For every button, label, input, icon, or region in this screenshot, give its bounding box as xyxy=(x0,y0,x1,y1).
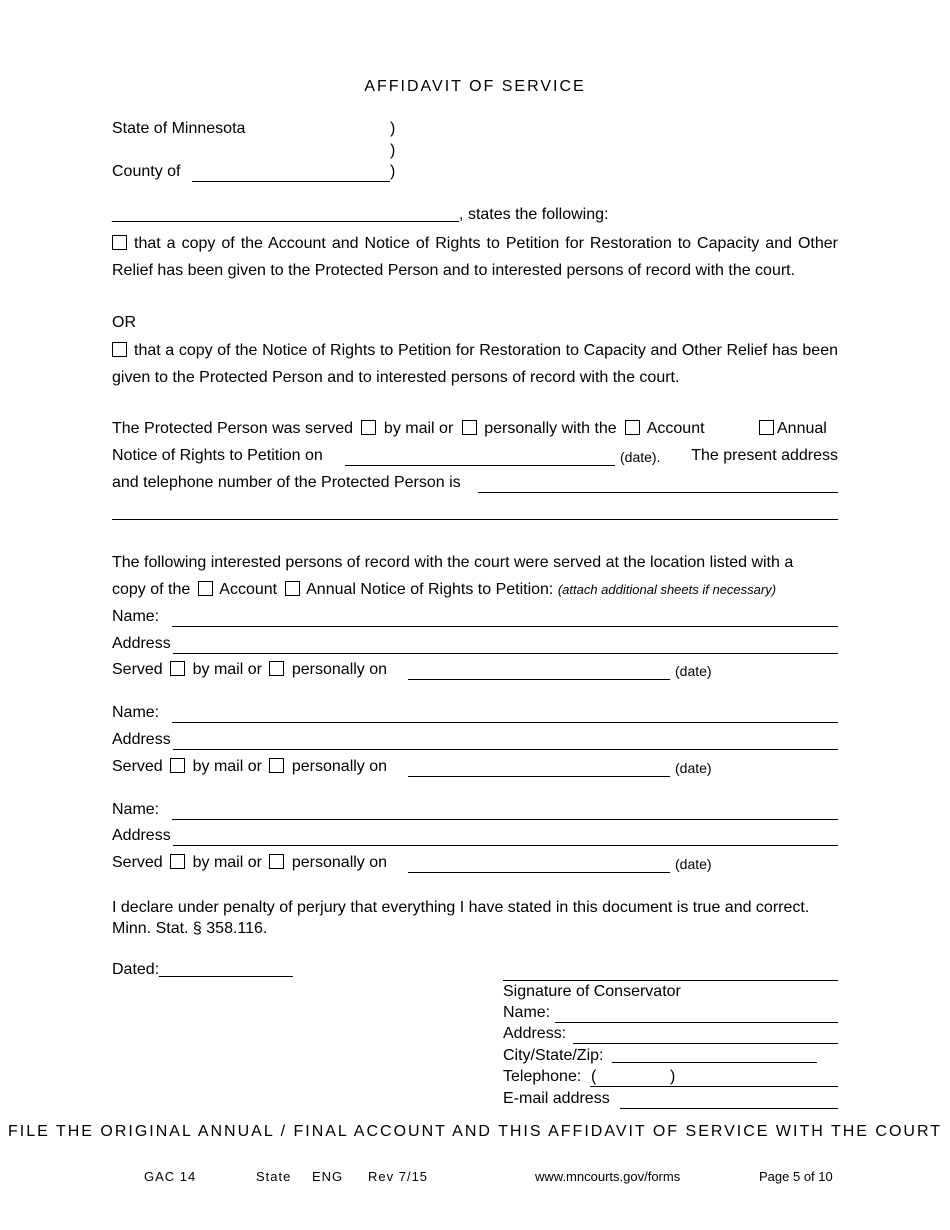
interested-account-text: Account xyxy=(219,581,278,598)
option-2 xyxy=(112,337,838,391)
person-2-date-field[interactable] xyxy=(408,776,670,777)
annual-notice-text: Annual Notice of Rights to Petition: xyxy=(306,581,554,598)
person-3-address-field[interactable] xyxy=(173,845,838,846)
person-1-mail-checkbox[interactable] xyxy=(170,661,185,676)
address-telephone-field[interactable] xyxy=(478,492,838,493)
person-1-name-label: Name: xyxy=(112,608,160,625)
person-3-served xyxy=(112,854,387,872)
by-mail-label: by mail or xyxy=(192,758,262,775)
person-2-name-label: Name: xyxy=(112,704,160,721)
sig-email-field[interactable] xyxy=(620,1108,838,1109)
sig-address-label: Address: xyxy=(503,1025,567,1042)
sig-telephone-label: Telephone: xyxy=(503,1068,582,1085)
affiant-blank: _______________________________________ xyxy=(112,206,460,223)
served-by-mail-checkbox[interactable] xyxy=(361,420,376,435)
person-1-address-label: Address xyxy=(112,635,171,652)
footer-rev: Rev 7/15 xyxy=(368,1169,429,1184)
personally-on-label: personally on xyxy=(291,758,388,775)
person-3-personally-checkbox[interactable] xyxy=(269,854,284,869)
person-2-address-field[interactable] xyxy=(173,749,838,750)
footer-form-id: GAC 14 xyxy=(144,1169,197,1184)
dated-field[interactable]: Dated:_______________ xyxy=(112,961,293,978)
served-label: Served xyxy=(112,758,163,775)
paren-1: ) xyxy=(390,120,396,137)
footer-state: State xyxy=(256,1169,292,1184)
person-3-address-label: Address xyxy=(112,827,171,844)
copy-of-text: copy of the xyxy=(112,581,191,598)
person-2-mail-checkbox[interactable] xyxy=(170,758,185,773)
option-2-checkbox[interactable] xyxy=(112,342,127,357)
county-field[interactable] xyxy=(192,181,390,182)
signature-field[interactable] xyxy=(503,980,838,981)
interested-annual-checkbox[interactable] xyxy=(285,581,300,596)
option-2-text: that a copy of the Notice of Rights to Petition for Restoration to Capacity and Other Relief has been given to the Protected Person and to interested persons of record with the court. xyxy=(112,342,838,386)
notice-date-field[interactable] xyxy=(345,465,615,466)
address-telephone-field-2[interactable] xyxy=(112,519,838,520)
sig-city-label: City/State/Zip: xyxy=(503,1047,604,1064)
sig-name-field[interactable] xyxy=(555,1022,838,1023)
sig-city-field[interactable]: _______________________ xyxy=(612,1047,817,1064)
person-2-served xyxy=(112,758,387,776)
person-1-date-label: (date) xyxy=(675,663,712,679)
by-mail-label: by mail or xyxy=(192,854,262,871)
interested-text: The following interested persons of record with the court were served at the location listed with a xyxy=(112,554,794,571)
served-text: The Protected Person was served xyxy=(112,420,354,437)
annual-text: Annual xyxy=(777,420,827,437)
notice-on-text: Notice of Rights to Petition on xyxy=(112,447,323,464)
file-note: FILE THE ORIGINAL ANNUAL / FINAL ACCOUNT AND THIS AFFIDAVIT OF SERVICE WITH THE COURT xyxy=(8,1123,942,1140)
person-1-personally-checkbox[interactable] xyxy=(269,661,284,676)
served-label: Served xyxy=(112,661,163,678)
sig-telephone-field[interactable] xyxy=(590,1086,838,1087)
person-3-mail-checkbox[interactable] xyxy=(170,854,185,869)
attach-note: (attach additional sheets if necessary) xyxy=(557,582,777,597)
personally-with-text: personally with the xyxy=(484,420,617,437)
person-3-date-field[interactable] xyxy=(408,872,670,873)
option-1 xyxy=(112,230,838,284)
account-text: Account xyxy=(646,420,705,437)
person-1-date-field[interactable] xyxy=(408,679,670,680)
served-label: Served xyxy=(112,854,163,871)
affiant-name-field[interactable] xyxy=(112,206,608,224)
date-note: (date). xyxy=(620,449,661,465)
signature-label: Signature of Conservator xyxy=(503,983,681,1000)
by-mail-text: by mail or xyxy=(383,420,454,437)
states-following-text: , states the following: xyxy=(459,206,609,223)
person-1-address-field[interactable] xyxy=(173,653,838,654)
account-checkbox[interactable] xyxy=(625,420,640,435)
tel-close-paren: ) xyxy=(670,1068,676,1085)
and-telephone-text: and telephone number of the Protected Person is xyxy=(112,474,461,491)
interested-account-checkbox[interactable] xyxy=(198,581,213,596)
person-1-served xyxy=(112,661,387,679)
person-2-personally-checkbox[interactable] xyxy=(269,758,284,773)
by-mail-label: by mail or xyxy=(192,661,262,678)
state-label: State of Minnesota xyxy=(112,120,246,137)
paren-2: ) xyxy=(390,142,396,159)
person-1-name-field[interactable] xyxy=(172,626,838,627)
page-title: AFFIDAVIT OF SERVICE xyxy=(364,78,586,95)
footer-lang: ENG xyxy=(312,1169,344,1184)
footer-page: Page 5 of 10 xyxy=(759,1169,833,1184)
footer-url[interactable]: www.mncourts.gov/forms xyxy=(535,1169,681,1184)
declaration-text: I declare under penalty of perjury that everything I have stated in this document is true and correct. Minn. Stat. § 358.116. xyxy=(112,899,810,937)
option-1-checkbox[interactable] xyxy=(112,235,127,250)
person-3-name-field[interactable] xyxy=(172,819,838,820)
paren-3: ) xyxy=(390,163,396,180)
person-2-name-field[interactable] xyxy=(172,722,838,723)
present-address-text: The present address xyxy=(691,447,838,464)
annual-option xyxy=(759,420,827,438)
annual-checkbox[interactable] xyxy=(759,420,774,435)
person-3-name-label: Name: xyxy=(112,801,160,818)
sig-address-field[interactable] xyxy=(573,1043,838,1044)
interested-line-2 xyxy=(112,581,776,599)
person-2-address-label: Address xyxy=(112,731,171,748)
served-line-1 xyxy=(112,420,705,438)
tel-open-paren: ( xyxy=(591,1068,597,1085)
personally-on-label: personally on xyxy=(291,661,388,678)
or-label: OR xyxy=(112,314,136,331)
person-2-date-label: (date) xyxy=(675,760,712,776)
personally-on-label: personally on xyxy=(291,854,388,871)
sig-name-label: Name: xyxy=(503,1004,551,1021)
option-1-text: that a copy of the Account and Notice of Rights to Petition for Restoration to Capacity and Other Relief has been given to the Protected Person and to interested persons of record with the court. xyxy=(112,235,838,279)
sig-email-label: E-mail address xyxy=(503,1090,610,1107)
served-personally-checkbox[interactable] xyxy=(462,420,477,435)
person-3-date-label: (date) xyxy=(675,856,712,872)
county-label: County of xyxy=(112,163,181,180)
